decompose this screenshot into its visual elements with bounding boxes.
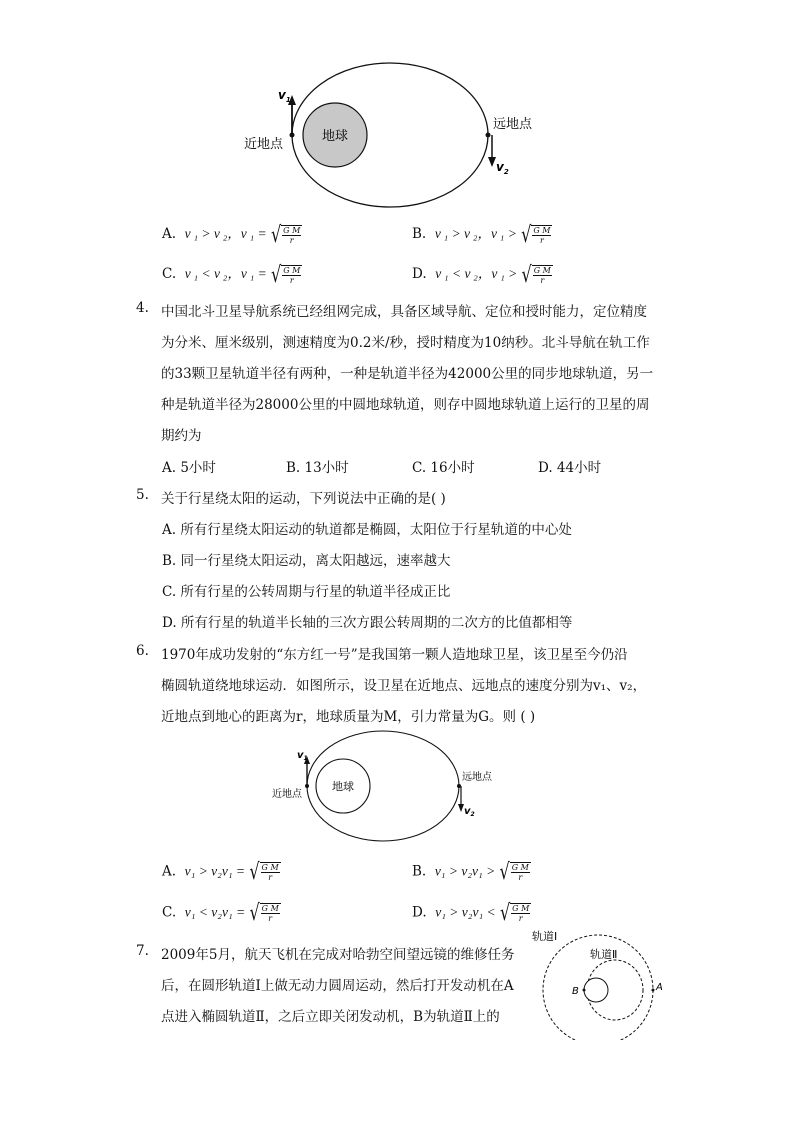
orbit-1-label: 轨道Ⅰ <box>532 930 558 943</box>
q6-option-d[interactable]: D. v₁ > v₂v₁ < √ G M r <box>412 899 530 926</box>
v2-label: $v_2$ <box>496 160 509 176</box>
q5-option-c[interactable]: C. 所有行星的公转周期与行星的轨道半径成正比 <box>162 584 451 600</box>
q6-stem-line: 椭圆轨道绕地球运动．如图所示，设卫星在近地点、远地点的速度分别为v₁、v₂， <box>161 678 647 694</box>
point-b-label: B <box>572 986 579 997</box>
q4-option-d[interactable]: D. 44小时 <box>538 460 602 476</box>
orbit-figure-1 <box>230 55 560 215</box>
q6-number: 6. <box>136 643 149 659</box>
q3-option-c[interactable]: C. v ₁ < v ₂，v ₁ = √ G M r <box>162 260 301 288</box>
q4-number: 4. <box>136 300 149 316</box>
orbit-figure-3 <box>528 928 668 1040</box>
q4-stem-line: 的33颗卫星轨道半径有两种，一种是轨道半径为42000公里的同步地球轨道，另一 <box>161 366 654 382</box>
q6-stem-line: 1970年成功发射的“东方红一号”是我国第一颗人造地球卫星，该卫星至今仍沿 <box>161 647 628 663</box>
perigee-label: 近地点 <box>272 789 302 800</box>
q5-option-a[interactable]: A. 所有行星绕太阳运动的轨道都是椭圆，太阳位于行星轨道的中心处 <box>162 522 572 538</box>
q6-option-a[interactable]: A. v₁ > v₂v₁ = √ G M r <box>162 858 279 885</box>
v1-label: $v_1$ <box>278 88 291 104</box>
q6-option-b[interactable]: B. v₁ > v₂v₁ > √ G M r <box>412 858 529 885</box>
q3-option-b[interactable]: B. v ₁ > v ₂，v ₁ > √ G M r <box>412 220 551 248</box>
q7-stem-line: 2009年5月，航天飞机在完成对哈勃空间望远镜的维修任务 <box>161 947 515 963</box>
v1-label: $v_1$ <box>297 750 308 762</box>
q4-option-a[interactable]: A. 5小时 <box>162 460 216 476</box>
q7-number: 7. <box>136 943 149 959</box>
orbit-2-label: 轨道Ⅱ <box>590 948 618 961</box>
q4-stem-line: 期约为 <box>161 428 202 444</box>
orbit-figure-2 <box>268 726 508 842</box>
q7-stem-line: 后，在圆形轨道Ⅰ上做无动力圆周运动，然后打开发动机在A <box>161 978 514 994</box>
earth-label: 地球 <box>332 780 354 793</box>
q7-stem-line: 点进入椭圆轨道Ⅱ，之后立即关闭发动机，B为轨道Ⅱ上的 <box>161 1009 500 1025</box>
q3-option-a[interactable]: A. v ₁ > v ₂，v ₁ = √ G M r <box>162 220 301 248</box>
q4-stem-line: 种是轨道半径为28000公里的中圆地球轨道，则存中圆地球轨道上运行的卫星的周 <box>161 397 650 413</box>
v2-label: $v_2$ <box>464 806 475 818</box>
q3-option-d[interactable]: D. v ₁ < v ₂，v ₁ > √ G M r <box>412 260 551 288</box>
perigee-label: 近地点 <box>244 137 284 152</box>
q6-stem-line: 近地点到地心的距离为r，地球质量为M，引力常量为G。则 ( ) <box>161 709 536 725</box>
apogee-label: 远地点 <box>462 772 492 783</box>
apogee-label: 远地点 <box>493 117 533 132</box>
q6-option-c[interactable]: C. v₁ < v₂v₁ = √ G M r <box>162 899 279 926</box>
q4-option-b[interactable]: B. 13小时 <box>286 460 349 476</box>
q5-option-b[interactable]: B. 同一行星绕太阳运动，离太阳越远，速率越大 <box>162 553 451 569</box>
q5-option-d[interactable]: D. 所有行星的轨道半长轴的三次方跟公转周期的二次方的比值都相等 <box>162 615 573 631</box>
point-a-label: A <box>656 982 663 993</box>
earth-label: 地球 <box>321 129 349 144</box>
q4-option-c[interactable]: C. 16小时 <box>412 460 475 476</box>
q4-stem-line: 为分米、厘米级别，测速精度为0.2米/秒，授时精度为10纳秒。北斗导航在轨工作 <box>161 335 650 351</box>
q5-number: 5. <box>136 487 149 503</box>
q4-stem-line: 中国北斗卫星导航系统已经组网完成，具备区域导航、定位和授时能力，定位精度 <box>161 304 647 320</box>
apogee-dot <box>486 133 491 138</box>
earth-circle <box>584 978 608 1002</box>
q5-stem: 关于行星绕太阳的运动，下列说法中正确的是( ) <box>161 491 446 507</box>
